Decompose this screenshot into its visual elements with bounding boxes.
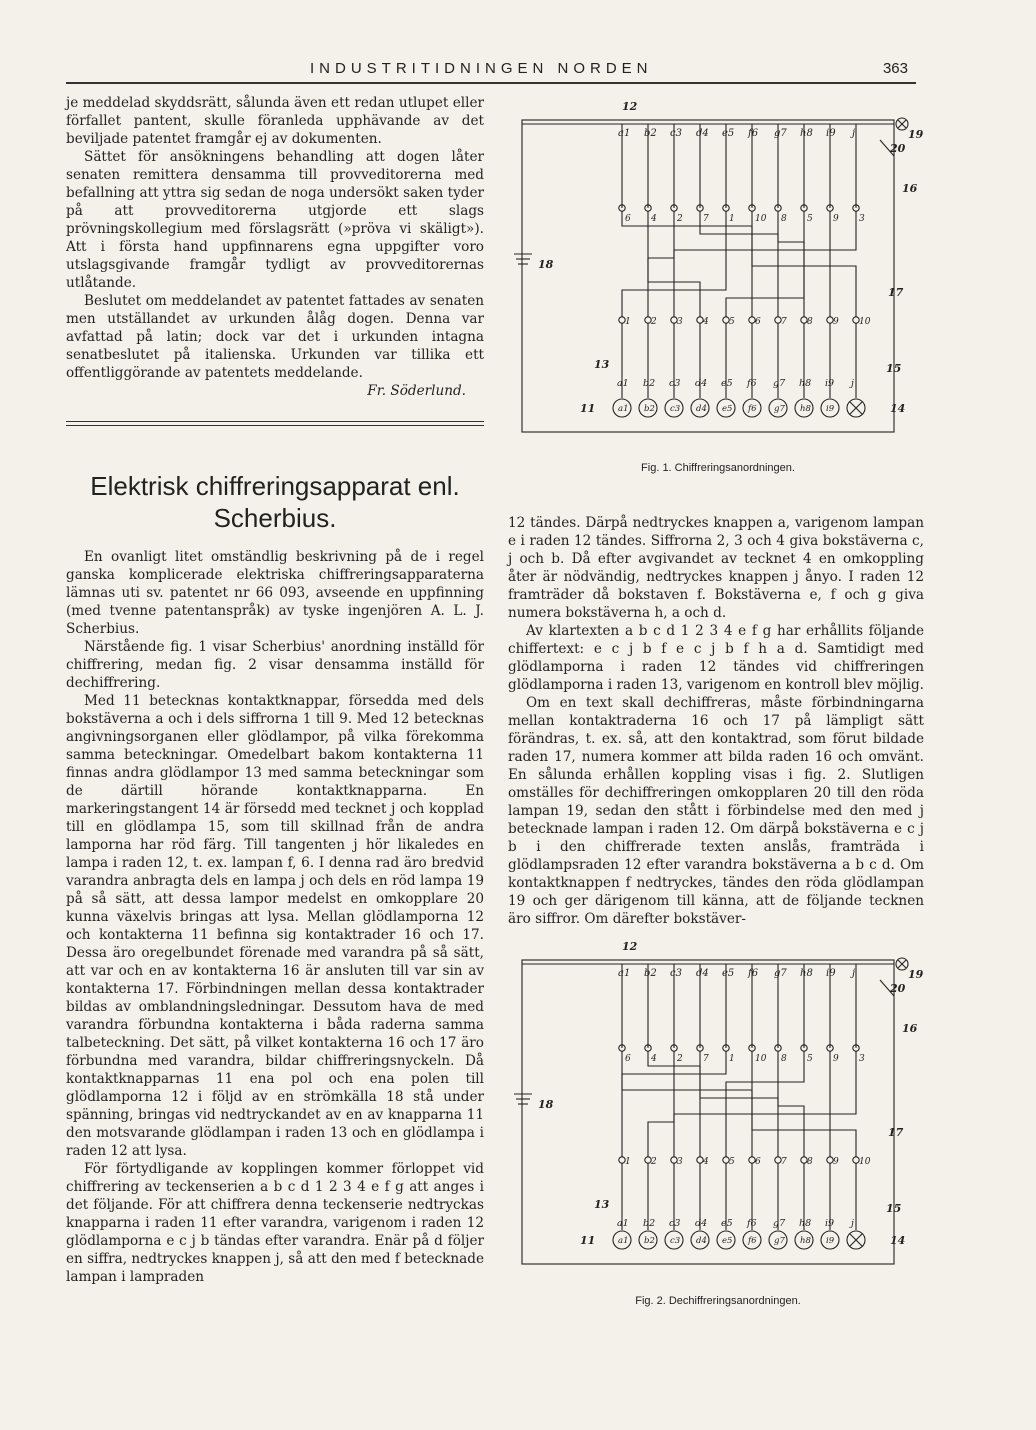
- row-13-label: e5: [721, 378, 733, 389]
- reference-numeral-17: 17: [888, 1126, 904, 1139]
- row-12-label: b2: [644, 968, 657, 979]
- row-12-label: g7: [774, 968, 787, 979]
- row-16-label: 4: [651, 1054, 657, 1064]
- row-11-label: e5: [722, 404, 733, 414]
- scrambling-wire: [674, 211, 856, 317]
- divider: [66, 425, 484, 426]
- row-16-label: 6: [625, 214, 631, 224]
- diagram-frame: [522, 960, 894, 1264]
- row-13-label: f6: [747, 1218, 757, 1229]
- row-13-label: c3: [669, 378, 681, 389]
- fig-1-circuit-diagram: [510, 100, 926, 450]
- row-12-label: g7: [774, 128, 787, 139]
- row-17-label: 1: [625, 317, 631, 327]
- row-13-label: a1: [617, 378, 629, 389]
- row-12-label: d4: [696, 128, 709, 139]
- reference-numeral-18: 18: [538, 258, 554, 271]
- row-17-label: 8: [807, 1157, 813, 1167]
- row-12-label: e5: [722, 128, 735, 139]
- row-13-label: b2: [643, 378, 656, 389]
- row-17-label: 5: [729, 1157, 735, 1167]
- left-column-top: [66, 94, 484, 400]
- reference-numeral-20: 20: [890, 142, 906, 155]
- row-11-label: c3: [670, 1236, 681, 1246]
- row-11-label: i9: [826, 404, 835, 414]
- paragraph: Sättet för ansökningens behandling att dogen låter senaten remittera densamma till provveditorerna med befallning att yttra sig sedan de noga undersökt saken tyder på att provveditorerna utgjorde ett slags prövningskollegium med förslagsrätt (»pröva vi skäligt»). Att i första hand uppfinnarens egna uppgifter voro utslagsgivande framgår tydligt av provveditorernas utlåtande.: [66, 149, 484, 291]
- scrambling-wire: [778, 1051, 804, 1157]
- reference-numeral-11: 11: [580, 1234, 596, 1247]
- row-11-label: d4: [696, 1236, 707, 1246]
- row-13-label: d4: [695, 1218, 708, 1229]
- row-16-label: 10: [755, 1054, 767, 1064]
- running-header: [66, 60, 916, 84]
- figure-1-caption: Fig. 1. Chiffreringsanordningen.: [641, 462, 795, 474]
- paragraph: Med 11 betecknas kontaktknappar, försedda med dels bokstäverna a och i dels siffrorna 1 till 9. Med 12 betecknas angivningsorganen eller glödlampor, på vilka förekomma samma beteckningar. Omedelbart bakom kontakterna 11 finnas andra glödlampor 13 med samma beteckningar som de därtill hörande kontaktknapparna. En markeringstangent 14 är försedd med tecknet j och kopplad till en glödlampa 15, som till skillnad från de andra lamporna har röd färg. Till tangenten j hör likaledes en lampa i raden 12, t. ex. lampan f, 6. I denna rad äro bredvid varandra anbragta dels en lampa j och dels en röd lampa 19 på så sätt, att dessa lampor medelst en omkopplare 20 kunna växelvis bringas att lysa. Mellan glödlamporna 12 och kontakterna 11 befinna sig kontaktrader 16 och 17. Dessa äro oregelbundet förenade med varandra på så sätt, att var och en av kontakterna 16 är ansluten till var sin av kontakterna 17. Förbindningen mellan dessa kontaktrader bildas av omblandningsledningar. Dessutom hava de med varandra förbundna kontakterna i båda raderna samma talbeteckning. Det sätt, på vilket kontakterna 16 och 17 äro förbundna med varandra, bildar chiffreringsnyckeln. Då kontaktknapparnas 11 ena pol och ena polen till glödlamporna 12 i följd av en strömkälla 18 stå under spänning, bringas vid nedtryckandet av en av knapparna 11 den motsvarande glödlampan i raden 13 och en glödlampa i raden 12 att lysa.: [66, 693, 484, 1159]
- scrambling-wire: [726, 211, 804, 317]
- row-11-label: d4: [696, 404, 707, 414]
- reference-numeral-15: 15: [886, 362, 902, 375]
- row-12-label: d4: [696, 968, 709, 979]
- row-17-label: 2: [651, 1157, 657, 1167]
- paragraph: je meddelad skyddsrätt, sålunda även ett redan utlupet eller förfallet pantent, skulle föranleda upphävande av det beviljade patentet framgår ej av dokumenten.: [66, 95, 484, 147]
- row-13-label: a1: [617, 1218, 629, 1229]
- reference-numeral-13: 13: [594, 1198, 610, 1211]
- reference-numeral-13: 13: [594, 358, 610, 371]
- reference-numeral-12: 12: [622, 940, 638, 953]
- article-title: Elektrisk chiffreringsapparat enl. Scherbius.: [90, 471, 460, 533]
- figure-2-caption: Fig. 2. Dechiffreringsanordningen.: [635, 1295, 801, 1307]
- row-11-label: g7: [774, 1236, 785, 1246]
- signature: Fr. Söderlund.: [367, 383, 466, 399]
- figure-2: [510, 940, 926, 1280]
- row-11-label: b2: [644, 404, 655, 414]
- paragraph: 12 tändes. Därpå nedtryckes knappen a, varigenom lampan e i raden 12 tändes. Siffrorna 2, 3 och 4 giva bokstäverna c, j och b. Då efter avgivandet av tecknet 4 en omkoppling åter är nödvändig, nedtryckes knappen j ånyo. I raden 12 framträder då bokstaven f. Bokstäverna e, f och g giva numera bokstäverna h, a och d.: [508, 515, 924, 621]
- row-17-label: 3: [677, 317, 683, 327]
- row-16-label: 1: [729, 1054, 735, 1064]
- row-12-label: c3: [670, 968, 682, 979]
- row-11-label: c3: [670, 404, 681, 414]
- reference-numeral-19: 19: [908, 968, 924, 981]
- row-17-label: 5: [729, 317, 735, 327]
- scrambling-wire: [648, 211, 674, 317]
- row-13-label: h8: [799, 378, 812, 389]
- row-13-label: i9: [825, 378, 835, 389]
- row-16-label: 8: [781, 214, 787, 224]
- row-12-label: i9: [826, 968, 836, 979]
- row-11-label: a1: [618, 404, 629, 414]
- row-13-label: j: [851, 378, 854, 389]
- row-16-label: 6: [625, 1054, 631, 1064]
- scrambling-wire: [700, 211, 778, 317]
- row-13-label: g7: [773, 1218, 786, 1229]
- scrambling-wire: [674, 1051, 856, 1157]
- row-16-label: 9: [833, 214, 839, 224]
- row-13-label: c3: [669, 1218, 681, 1229]
- row-16-label: 10: [755, 214, 767, 224]
- reference-numeral-12: 12: [622, 100, 638, 113]
- reference-numeral-20: 20: [890, 982, 906, 995]
- row-13-label: i9: [825, 1218, 835, 1229]
- row-11-label: f6: [748, 404, 757, 414]
- paragraph: För förtydligande av kopplingen kommer förloppet vid chiffrering av teckenserien a b c d 1 2 3 4 e f g att anges i det följande. För att chiffrera denna teckenserie nedtryckas knapparna i raden 11 efter varandra, varigenom i raden 12 glödlamporna e c j b tändas efter varandra. Enär på d följer en siffra, nedtryckes knappen j, så att den med f betecknade lampan i lampraden: [66, 1161, 484, 1285]
- row-12-label: e5: [722, 968, 735, 979]
- row-12-label: j: [852, 968, 856, 979]
- row-13-label: d4: [695, 378, 708, 389]
- row-17-label: 7: [781, 317, 787, 327]
- row-11-label: f6: [748, 1236, 757, 1246]
- page-number: 363: [882, 60, 908, 77]
- paragraph: Av klartexten a b c d 1 2 3 4 e f g har erhållits följande chiffertext: e c j b f e c j b f h a d. Samtidigt med glödlamporna i raden 12 tändes vid chiffreringen glödlamporna i raden 13, varigenom en kontroll blev möjlig.: [508, 623, 924, 693]
- reference-numeral-11: 11: [580, 402, 596, 415]
- diagram-frame: [522, 120, 894, 432]
- row-16-label: 8: [781, 1054, 787, 1064]
- row-12-label: f6: [748, 968, 759, 979]
- row-17-label: 6: [755, 317, 761, 327]
- row-11-label: i9: [826, 1236, 835, 1246]
- scrambling-wire: [648, 1051, 674, 1157]
- row-17-label: 10: [859, 1157, 871, 1167]
- row-16-label: 1: [729, 214, 735, 224]
- scrambling-wire: [622, 211, 752, 317]
- fig-2-circuit-diagram: [510, 940, 926, 1280]
- row-11-label: h8: [800, 1236, 811, 1246]
- scrambling-wire: [622, 1051, 752, 1157]
- row-11-label: a1: [618, 1236, 629, 1246]
- row-13-label: f6: [747, 378, 757, 389]
- row-16-label: 5: [807, 1054, 813, 1064]
- row-11-label: b2: [644, 1236, 655, 1246]
- row-12-label: h8: [800, 968, 813, 979]
- paragraph: En ovanligt litet omständlig beskrivning på de i regel ganska komplicerade elektriska chiffreringsapparaterna lämnas uti sv. patentet nr 66 093, avseende en uppfinning (med tvenne patentanspråk) av tyske ingenjören A. L. J. Scherbius.: [66, 549, 484, 637]
- right-column-article: [508, 514, 924, 928]
- row-16-label: 5: [807, 214, 813, 224]
- divider: [66, 421, 484, 422]
- row-16-label: 3: [859, 214, 865, 224]
- row-16-label: 7: [703, 1054, 709, 1064]
- row-12-label: h8: [800, 128, 813, 139]
- row-16-label: 2: [677, 214, 683, 224]
- reference-numeral-14: 14: [890, 1234, 906, 1247]
- reference-numeral-19: 19: [908, 128, 924, 141]
- row-17-label: 9: [833, 317, 839, 327]
- row-16-label: 3: [859, 1054, 865, 1064]
- reference-numeral-18: 18: [538, 1098, 554, 1111]
- row-11-label: g7: [774, 404, 785, 414]
- row-13-label: h8: [799, 1218, 812, 1229]
- left-column-article: [66, 548, 484, 1286]
- row-17-label: 9: [833, 1157, 839, 1167]
- paragraph: Närstående fig. 1 visar Scherbius' anordning inställd för chiffrering, medan fig. 2 visar densamma inställd för dechiffrering.: [66, 639, 484, 691]
- scrambling-wire: [726, 1051, 804, 1157]
- row-11-label: e5: [722, 1236, 733, 1246]
- row-17-label: 4: [703, 1157, 709, 1167]
- row-13-label: j: [851, 1218, 854, 1229]
- row-16-label: 9: [833, 1054, 839, 1064]
- reference-numeral-16: 16: [902, 1022, 918, 1035]
- reference-numeral-14: 14: [890, 402, 906, 415]
- reference-numeral-15: 15: [886, 1202, 902, 1215]
- reference-numeral-17: 17: [888, 286, 904, 299]
- row-11-label: h8: [800, 404, 811, 414]
- row-17-label: 7: [781, 1157, 787, 1167]
- scrambling-wire: [700, 1051, 778, 1157]
- row-12-label: j: [852, 128, 856, 139]
- row-12-label: a1: [618, 968, 631, 979]
- scrambling-wire: [778, 211, 804, 317]
- paragraph: Beslutet om meddelandet av patentet fattades av senaten men utställandet av urkunden ålåg dogen. Denna var avfattad på latin; dock var det i urkunden intagna senatbeslutet på italienska. Urkunden var tillika ett offentliggörande av patentets meddelande.: [66, 293, 484, 381]
- row-17-label: 6: [755, 1157, 761, 1167]
- row-12-label: i9: [826, 128, 836, 139]
- journal-title: INDUSTRITIDNINGEN NORDEN: [310, 60, 653, 77]
- row-12-label: c3: [670, 128, 682, 139]
- row-16-label: 7: [703, 214, 709, 224]
- row-16-label: 4: [651, 214, 657, 224]
- row-17-label: 8: [807, 317, 813, 327]
- row-17-label: 1: [625, 1157, 631, 1167]
- paragraph: Om en text skall dechiffreras, måste förbindningarna mellan kontaktraderna 16 och 17 på lämpligt sätt förändras, t. ex. så, att den kontaktrad, som förut bildade raden 17, numera kommer att bilda raden 16 och omvänt. En sålunda erhållen koppling visas i fig. 2. Slutligen omställes för dechiffreringen omkopplaren 20 till den röda lampan 19, sedan den stått i förbindelse med den med j betecknade lampan i raden 12. Om därpå bokstäverna e c j b i den chiffrerade texten anslås, framträda i glödlampsraden 12 efter varandra bokstäverna a b c d. Om kontaktknappen f nedtryckes, tändes den röda glödlampan 19 och ger därigenom till känna, att de följande tecknen äro siffror. Om därefter bokstäver-: [508, 695, 924, 927]
- row-16-label: 2: [677, 1054, 683, 1064]
- row-12-label: a1: [618, 128, 631, 139]
- row-17-label: 3: [677, 1157, 683, 1167]
- figure-1: [510, 100, 926, 450]
- reference-numeral-16: 16: [902, 182, 918, 195]
- row-13-label: g7: [773, 378, 786, 389]
- row-12-label: f6: [748, 128, 759, 139]
- row-17-label: 10: [859, 317, 871, 327]
- row-13-label: e5: [721, 1218, 733, 1229]
- row-12-label: b2: [644, 128, 657, 139]
- row-17-label: 2: [651, 317, 657, 327]
- row-17-label: 4: [703, 317, 709, 327]
- row-13-label: b2: [643, 1218, 656, 1229]
